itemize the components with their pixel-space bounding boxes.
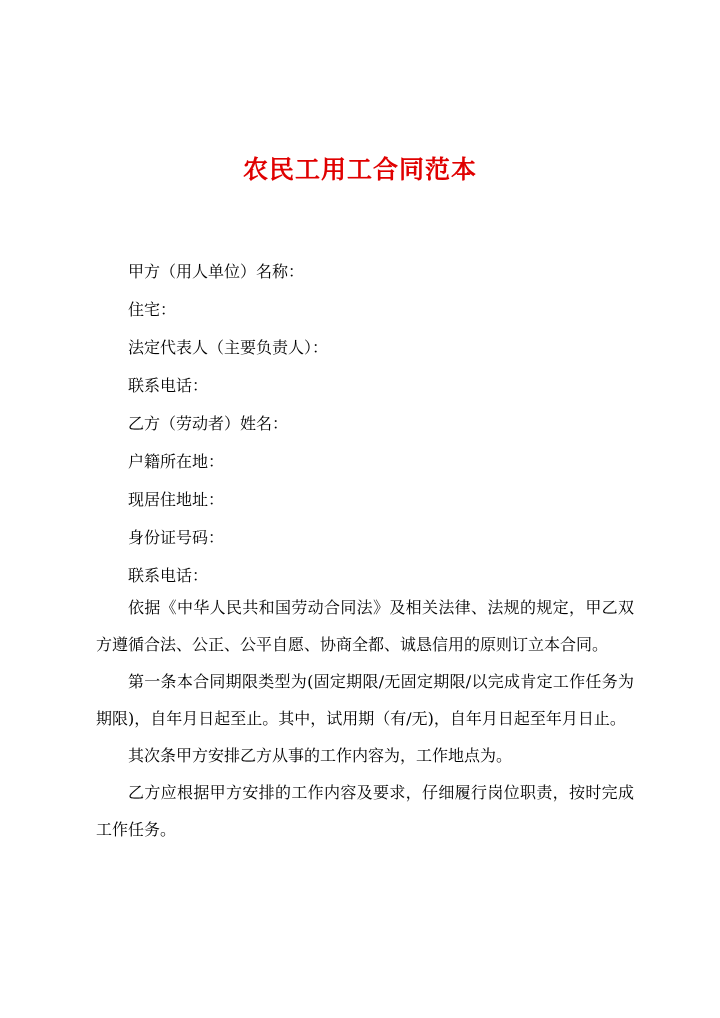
contract-body [96, 589, 634, 848]
field-current-address: 现居住地址： [128, 490, 225, 509]
field-worker-name: 乙方（劳动者）姓名： [128, 414, 289, 433]
field-employer-phone: 联系电话： [128, 376, 209, 395]
field-residence: 住宅： [128, 300, 177, 319]
field-household-registration: 户籍所在地： [128, 452, 225, 471]
document-title: 农民工用工合同范本 [242, 155, 477, 184]
paragraph-article-2: 其次条甲方安排乙方从事的工作内容为，工作地点为。 [128, 746, 513, 765]
paragraph-article-1: 第一条本合同期限类型为(固定期限/无固定期限/以完成肯定工作任务为期限)，自年月日起至止。其中，试用期（有/无)，自年月日起至年月日止。 [96, 672, 634, 728]
field-employer-name: 甲方（用人单位）名称： [128, 262, 305, 281]
paragraph-legal-basis: 依据《中华人民共和国劳动合同法》及相关法律、法规的规定，甲乙双方遵循合法、公正、公平自愿、协商全都、诚恳信用的原则订立本合同。 [96, 598, 634, 654]
party-info-fields [96, 253, 636, 595]
field-worker-phone: 联系电话： [128, 566, 209, 585]
field-legal-representative: 法定代表人（主要负责人）： [128, 338, 329, 357]
field-id-number: 身份证号码： [128, 528, 225, 547]
paragraph-duties: 乙方应根据甲方安排的工作内容及要求，仔细履行岗位职责，按时完成工作任务。 [96, 783, 634, 839]
